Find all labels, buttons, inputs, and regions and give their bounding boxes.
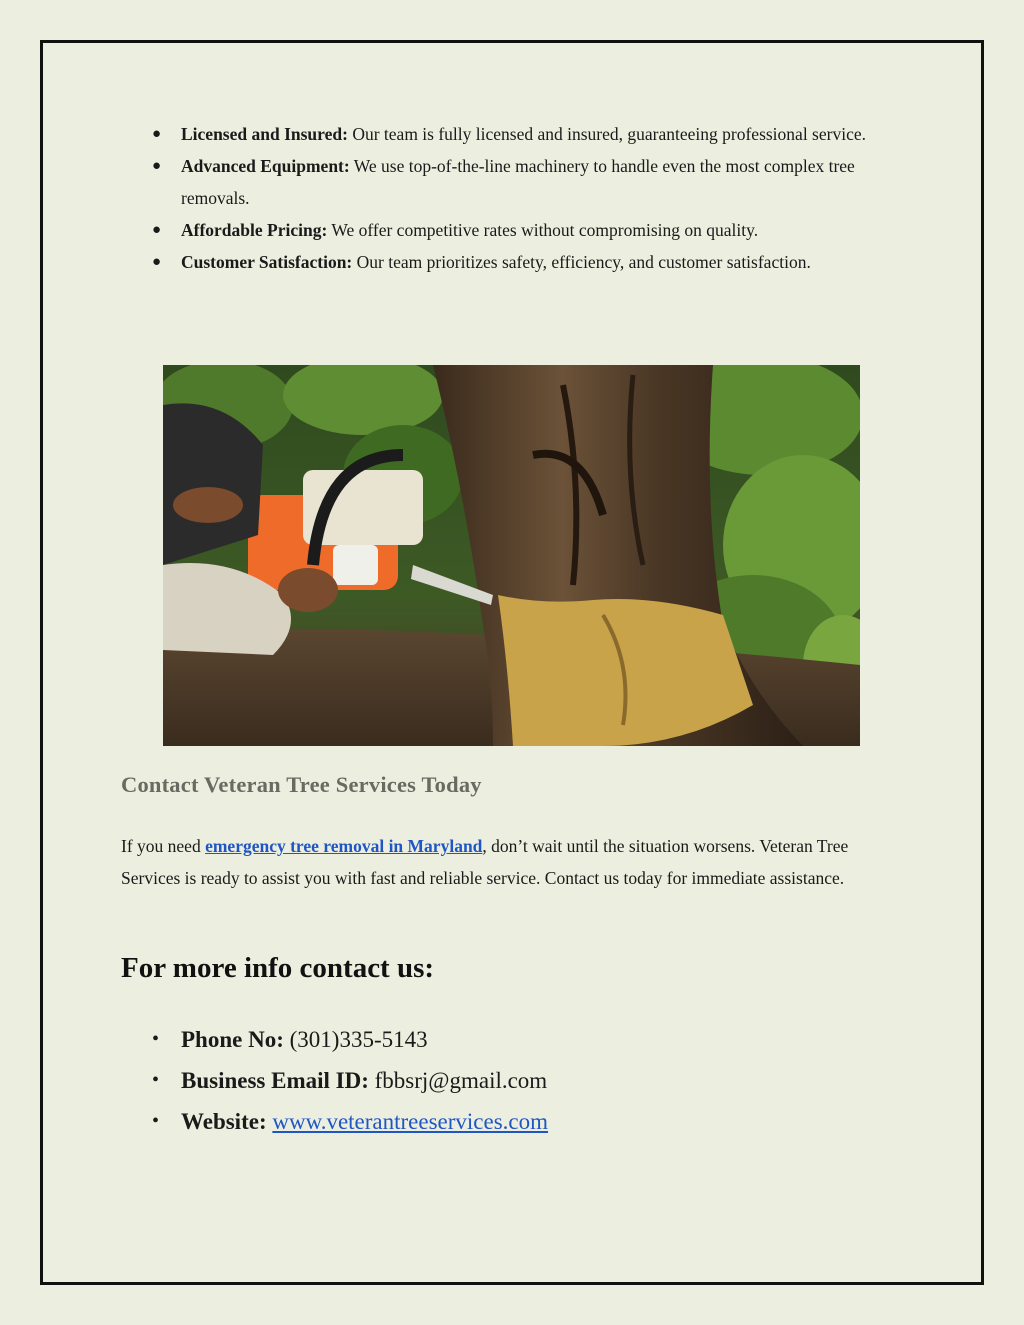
bullet-icon: • [152, 1028, 160, 1050]
chainsaw-tree-photo [163, 365, 860, 746]
list-item [140, 214, 910, 246]
list-item [140, 150, 910, 214]
feature-title: Advanced Equipment: [181, 156, 350, 176]
list-item [140, 1060, 548, 1101]
contact-heading: Contact Veteran Tree Services Today [121, 772, 482, 797]
more-info-heading: For more info contact us: [121, 952, 435, 984]
list-item [140, 1019, 548, 1060]
feature-text: Our team is fully licensed and insured, guaranteeing professional service. [347, 124, 866, 144]
bullet-icon: ● [152, 126, 162, 142]
feature-text: Our team prioritizes safety, efficiency, and customer satisfaction. [352, 252, 811, 272]
feature-text: We offer competitive rates without compromising on quality. [327, 220, 759, 240]
phone-value: (301)335-5143 [283, 1027, 428, 1052]
contact-info-list [140, 1019, 548, 1142]
features-list [140, 118, 910, 278]
bullet-icon: • [152, 1110, 160, 1132]
list-item [140, 1101, 548, 1142]
website-label: Website: [181, 1109, 267, 1134]
feature-title: Affordable Pricing: [181, 220, 328, 240]
email-value: fbbsrj@gmail.com [368, 1068, 548, 1093]
emergency-removal-link[interactable]: emergency tree removal in Maryland [205, 836, 483, 856]
contact-paragraph [121, 830, 901, 894]
email-label: Business Email ID: [181, 1068, 369, 1093]
website-link[interactable]: www.veterantreeservices.com [272, 1109, 549, 1134]
list-item [140, 118, 910, 150]
bullet-icon: ● [152, 158, 162, 174]
list-item [140, 246, 910, 278]
feature-title: Customer Satisfaction: [181, 252, 353, 272]
feature-title: Licensed and Insured: [181, 124, 348, 144]
bullet-icon: ● [152, 222, 162, 238]
bullet-icon: ● [152, 254, 162, 270]
contact-text-before: If you need [121, 836, 206, 856]
feature-text: We use top-of-the-line machinery to handle even the most complex tree removals. [181, 156, 855, 208]
contact-text-after: , don’t wait until the situation worsens. Veteran Tree Services is ready to assist you with fast and reliable service. Contact us today for immediate assistance. [121, 836, 849, 888]
phone-label: Phone No: [181, 1027, 284, 1052]
bullet-icon: • [152, 1069, 160, 1091]
